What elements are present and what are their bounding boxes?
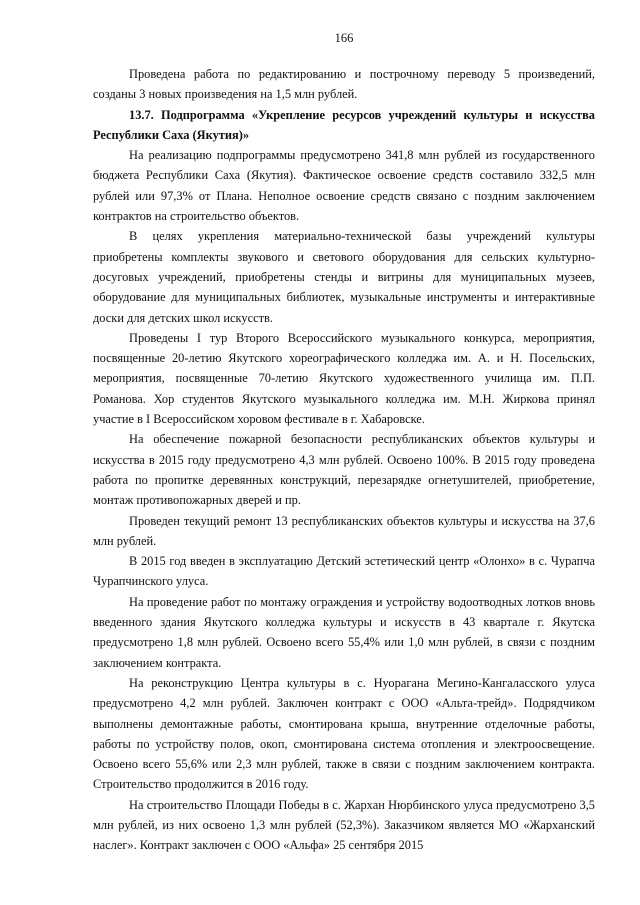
paragraph: Проведена работа по редактированию и построчному переводу 5 произведений, созданы 3 новых произведения на 1,5 млн рублей. [93,67,595,102]
paragraph: На обеспечение пожарной безопасности республиканских объектов культуры и искусства в 2015 году предусмотрено 4,3 млн рублей. Освоено 100%. В 2015 году проведена работа по пропитке деревянных конструкций, перезарядке огнетушителей, приобретение, монтаж противопожарных дверей и пр. [93,432,595,508]
paragraph: На реконструкцию Центра культуры в с. Нуорагана Мегино-Кангаласского улуса предусмотрено 4,2 млн рублей. Заключен контракт с ООО «Альта-трейд». Подрядчиком выполнены демонтажные работы, смонтирована крыша, внутренние отделочные работы, работы по устройству полов, окоп, смонтирована система отопления и электроосвещение. Освоено всего 55,6% или 2,3 млн рублей, также в связи с поздним заключением контракта. Строительство продолжится в 2016 году. [93,675,595,792]
paragraph: Проведены I тур Второго Всероссийского музыкального конкурса, мероприятия, посвященные 20-летию Якутского хореографического колледжа им. А. и Н. Посельских, мероприятия, посвященные 70-летию Якутского художественного училища им. П.П. Романова. Хор студентов Якутского музыкального колледжа им. М.Н. Жиркова принял участие в I Всероссийском хоровом фестивале в г. Хабаровске. [93,330,595,427]
document-page [93,30,595,856]
paragraph: В целях укрепления материально-технической базы учреждений культуры приобретены комплекты звукового и светового оборудования для сельских культурно-досуговых учреждений, приобретены стенды и витрины для муниципальных музеев, оборудование для муниципальных библиотек, музыкальные инструменты и интерактивные доски для детских школ искусств. [93,229,595,325]
section-heading: 13.7. Подпрограмма «Укрепление ресурсов учреждений культуры и искусства Республики Саха (Якутия)» [93,107,595,142]
paragraph: На проведение работ по монтажу ограждения и устройству водоотводных лотков вновь введенного здания Якутского колледжа культуры и искусств в 43 квартале г. Якутска предусмотрено 1,8 млн рублей. Освоено всего 55,4% или 1,0 млн рублей, в связи с поздним заключением контракта. [93,594,595,670]
paragraph: В 2015 год введен в эксплуатацию Детский эстетический центр «Олонхо» в с. Чурапча Чурапчинского улуса. [93,554,595,589]
page-number: 166 [334,31,354,45]
paragraph: На строительство Площади Победы в с. Жархан Нюрбинского улуса предусмотрено 3,5 млн рублей, из них освоено 1,3 млн рублей (52,3%). Заказчиком является МО «Жарханский наслег». Контракт заключен с ООО «Альфа» 25 сентября 2015 [93,797,595,853]
paragraph: Проведен текущий ремонт 13 республиканских объектов культуры и искусства на 37,6 млн рублей. [93,513,595,548]
paragraph: На реализацию подпрограммы предусмотрено 341,8 млн рублей из государственного бюджета Республики Саха (Якутия). Фактическое освоение средств составило 332,5 млн рублей или 97,3% от Плана. Неполное освоение средств связано с поздним заключением контрактов на строительство объектов. [93,148,595,224]
